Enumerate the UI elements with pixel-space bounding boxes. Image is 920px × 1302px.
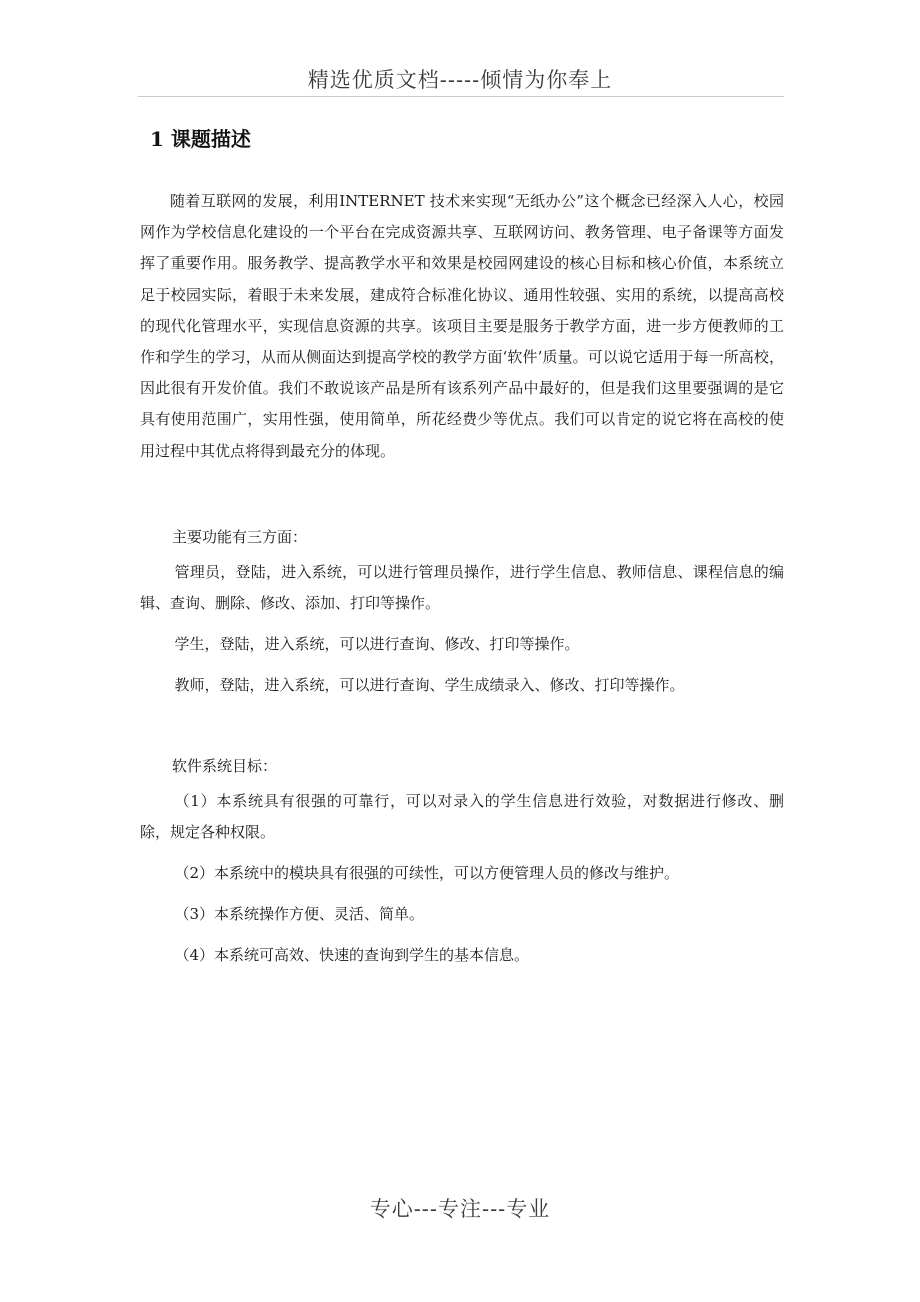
- goal-item: （1）本系统具有很强的可靠行，可以对录入的学生信息进行效验，对数据进行修改、删除，规定各种权限。: [140, 791, 784, 841]
- function-item-teacher: 教师，登陆，进入系统，可以进行查询、学生成绩录入、修改、打印等操作。: [174, 676, 685, 695]
- goal-item: （4）本系统可高效、快速的查询到学生的基本信息。: [174, 946, 530, 965]
- intro-paragraph: 随着互联网的发展，利用INTERNET 技术来实现“无纸办公”这个概念已经深入人心，校园网作为学校信息化建设的一个平台在完成资源共享、互联网访问、教务管理、电子备课等方面发挥了重要作用。服务教学、提高教学水平和效果是校园网建设的核心目标和核心价值，本系统立足于校园实际，着眼于未来发展，建成符合标准化协议、通用性较强、实用的系统，以提高高校的现代化管理水平，实现信息资源的共享。该项目主要是服务于教学方面，进一步方便教师的工作和学生的学习，从而从侧面达到提高学校的教学方面‘软件’质量。可以说它适用于每一所高校，因此很有开发价值。我们不敢说该产品是所有该系列产品中最好的，但是我们这里要强调的是它具有使用范围广，实用性强，使用简单，所花经费少等优点。我们可以肯定的说它将在高校的使用过程中其优点将得到最充分的体现。: [140, 192, 784, 460]
- spacer: [140, 467, 784, 527]
- document-body: [140, 186, 784, 972]
- page-footer: 专心---专注---专业: [369, 1197, 551, 1221]
- section-title: 1 课题描述: [150, 127, 251, 151]
- function-item-admin: 管理员，登陆，进入系统，可以进行管理员操作，进行学生信息、教师信息、课程信息的编辑、查询、删除、修改、添加、打印等操作。: [140, 562, 784, 613]
- goals-list: [140, 786, 784, 972]
- goal-item: （2）本系统中的模块具有很强的可续性，可以方便管理人员的修改与维护。: [174, 864, 680, 883]
- page-header: 精选优质文档-----倾情为你奉上: [307, 68, 613, 92]
- goals-lead: 软件系统目标：: [172, 756, 278, 775]
- spacer: [140, 702, 784, 756]
- functions-lead: 主要功能有三方面：: [172, 527, 308, 546]
- function-item-student: 学生，登陆，进入系统，可以进行查询、修改、打印等操作。: [174, 635, 580, 654]
- header-divider: [138, 96, 784, 97]
- functions-list: [140, 557, 784, 702]
- goal-item: （3）本系统操作方便、灵活、简单。: [174, 905, 425, 924]
